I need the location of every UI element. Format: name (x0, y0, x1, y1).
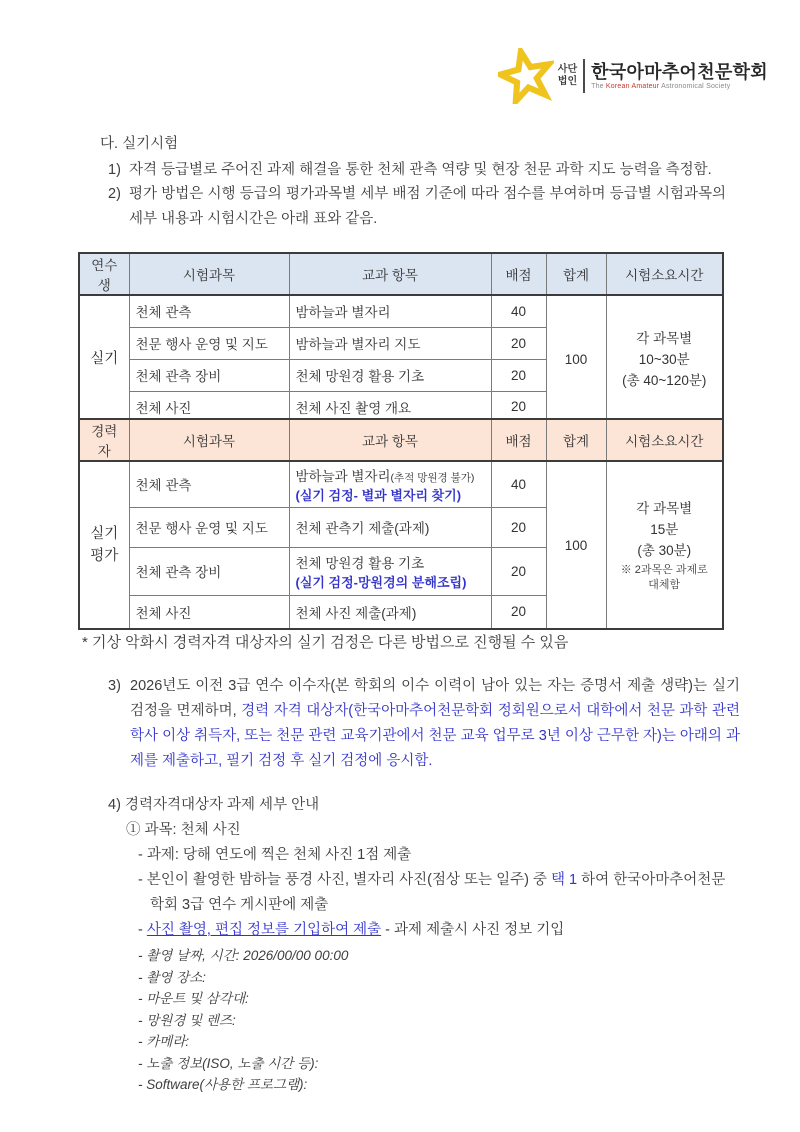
intro-section (100, 132, 726, 231)
logo-divider (583, 59, 585, 93)
section-4 (108, 793, 732, 1109)
col-header-topic: 교과 항목 (289, 253, 491, 295)
tagline-post: Astronomical Society (661, 82, 731, 90)
heading-text: 경력자격대상자 과제 세부 안내 (124, 797, 320, 813)
topic-small-note: (추적 망원경 불가) (390, 471, 475, 484)
item-number: 1) (108, 161, 121, 178)
group-cell: 실기 (79, 295, 129, 423)
duration-line: 각 과목별 (636, 330, 693, 346)
tagline-pre: The (591, 82, 606, 90)
detail-item-location: - 촬영 장소: (138, 969, 206, 985)
section4-subheading (126, 818, 732, 843)
group-label-line: 실기 (90, 526, 119, 542)
total-cell: 100 (546, 461, 606, 629)
detail-item-camera: - 카메라: (138, 1034, 190, 1049)
section4-heading (108, 793, 732, 818)
topic-cell: 밤하늘과 별자리 지도 (289, 327, 491, 359)
subject-cell: 천체 관측 장비 (129, 547, 289, 595)
topic-cell: 천체 사진 제출(과제) (289, 595, 491, 629)
org-type-bottom: 법인 (557, 76, 578, 87)
table-row (79, 295, 723, 327)
circled-number: ① (126, 822, 141, 838)
table-header-row (79, 253, 723, 295)
select-choice: 택 1 (551, 872, 578, 888)
topic-exam-note: (실기 검정-망원경의 분해조립) (295, 574, 467, 590)
trainee-exam-table (78, 252, 724, 424)
task-item: - 과제: 당해 연도에 찍은 천체 사진 1점 제출 (138, 847, 412, 863)
points-cell: 20 (491, 391, 546, 423)
item-text: 자격 등급별로 주어진 과제 해결을 통한 천체 관측 역량 및 현장 천문 과학 지도 능력을 측정함. (129, 161, 712, 178)
points-cell: 20 (491, 359, 546, 391)
subheading-text: 과목: 천체 사진 (144, 822, 241, 838)
select-item (138, 868, 732, 918)
subject-cell: 천체 사진 (129, 391, 289, 423)
points-cell: 40 (491, 295, 546, 327)
points-cell: 20 (491, 507, 546, 547)
topic-cell: 천체 망원경 활용 기초 (289, 359, 491, 391)
topic-text: 밤하늘과 별자리 (295, 468, 391, 484)
table-header-row (79, 419, 723, 461)
info-post: - 과제 제출시 사진 정보 기입 (381, 922, 565, 938)
topic-cell (289, 461, 491, 507)
info-item (138, 918, 732, 943)
subject-cell: 천문 행사 운영 및 지도 (129, 327, 289, 359)
topic-main: 천체 망원경 활용 기초 (295, 555, 425, 571)
subject-cell: 천문 행사 운영 및 지도 (129, 507, 289, 547)
org-tagline (591, 83, 768, 90)
select-post: 하여 한국아마추어천문학회 3급 연수 게시판에 제출 (150, 872, 726, 913)
org-type-label (558, 64, 577, 88)
duration-note-line: ※ 2과목은 과제로 (620, 563, 708, 576)
experienced-exam-table (78, 418, 724, 630)
col-header-topic: 교과 항목 (289, 419, 491, 461)
subject-cell: 천체 사진 (129, 595, 289, 629)
duration-line: 각 과목별 (636, 500, 693, 516)
duration-cell (606, 295, 723, 423)
duration-line: (총 40~120분) (622, 372, 707, 388)
col-header-subject: 시험과목 (129, 253, 289, 295)
col-header-subject: 시험과목 (129, 419, 289, 461)
item-number: 3) (108, 678, 121, 694)
duration-note-line: 대체함 (648, 578, 681, 591)
col-header-group: 연수생 (79, 253, 129, 295)
topic-exam-note: (실기 검정- 별과 별자리 찾기) (295, 487, 462, 503)
info-dash: - (138, 922, 147, 938)
detail-item-telescope: - 망원경 및 렌즈: (138, 1012, 236, 1028)
col-header-duration: 시험소요시간 (606, 419, 723, 461)
intro-item-2 (108, 182, 726, 231)
topic-cell: 천체 사진 촬영 개요 (289, 391, 491, 423)
paragraph-3 (108, 674, 740, 774)
detail-item-exposure: - 노출 정보(ISO, 노출 시간 등): (138, 1055, 319, 1071)
org-logo (498, 48, 768, 104)
col-header-total: 합계 (546, 253, 606, 295)
group-label-line: 평가 (90, 548, 119, 564)
subject-cell: 천체 관측 (129, 295, 289, 327)
para3-blue-text: 경력 자격 대상자(한국아마추어천문학회 정회원으로서 대학에서 천문 과학 관련 학사 이상 취득자, 또는 천문 관련 교육기관에서 천문 교육 업무로 3년 이상 근무한 자)는 아래의 과제를 제출하고, 필기 검정 후 실기 검정에 응시함. (130, 703, 740, 769)
group-cell (79, 461, 129, 629)
col-header-duration: 시험소요시간 (606, 253, 723, 295)
topic-cell (289, 547, 491, 595)
topic-cell: 천체 관측기 제출(과제) (289, 507, 491, 547)
item-text (130, 674, 740, 774)
col-header-points: 배점 (491, 419, 546, 461)
tagline-red: Korean Amateur (605, 82, 662, 90)
detail-item-mount: - 마운트 및 삼각대: (138, 991, 249, 1006)
subject-cell: 천체 관측 장비 (129, 359, 289, 391)
detail-item-date: - 촬영 날짜, 시간: 2026/00/00 00:00 (138, 948, 349, 963)
item-number: 4) (108, 797, 121, 813)
star-logo-icon (498, 48, 554, 104)
duration-note (611, 563, 719, 593)
col-header-total: 합계 (546, 419, 606, 461)
points-cell: 40 (491, 461, 546, 507)
item-text: 평가 방법은 시행 등급의 평가과목별 세부 배점 기준에 따라 점수를 부여하며 등급별 시험과목의 세부 내용과 시험시간은 아래 표와 같음. (129, 186, 726, 227)
topic-main (296, 465, 485, 485)
col-header-points: 배점 (491, 253, 546, 295)
points-cell: 20 (491, 595, 546, 629)
detail-item-software: - Software(사용한 프로그램): (138, 1077, 308, 1092)
org-name-block (591, 63, 768, 90)
select-pre: - 본인이 촬영한 밤하늘 풍경 사진, 별자리 사진(점상 또는 일주) 중 (138, 872, 552, 888)
topic-cell: 밤하늘과 별자리 (289, 295, 491, 327)
para3-black-text: 2026년도 이전 3급 연수 이수자(본 학회의 이수 이력이 남아 있는 자는 증명서 제출 생략)는 실기 검정을 면제하며, (130, 678, 740, 719)
duration-line: (총 30분) (637, 542, 692, 558)
duration-line: 15분 (650, 521, 679, 537)
item-number: 2) (108, 186, 121, 202)
total-cell: 100 (546, 295, 606, 423)
table-row (79, 461, 723, 507)
duration-line: 10~30분 (638, 351, 690, 367)
intro-item-1 (108, 158, 726, 183)
col-header-group: 경력자 (79, 419, 129, 461)
photo-detail-list (138, 945, 732, 1096)
info-blue-text: 사진 촬영, 편집 정보를 기입하여 제출 (146, 922, 382, 938)
section-heading: 다. 실기시험 (100, 136, 179, 152)
org-type-top: 사단 (557, 64, 578, 75)
duration-cell (606, 461, 723, 629)
weather-note: * 기상 악화시 경력자격 대상자의 실기 검정은 다른 방법으로 진행될 수 있음 (82, 634, 569, 651)
points-cell: 20 (491, 547, 546, 595)
org-name: 한국아마추어천문학회 (591, 61, 768, 82)
subject-cell: 천체 관측 (129, 461, 289, 507)
points-cell: 20 (491, 327, 546, 359)
